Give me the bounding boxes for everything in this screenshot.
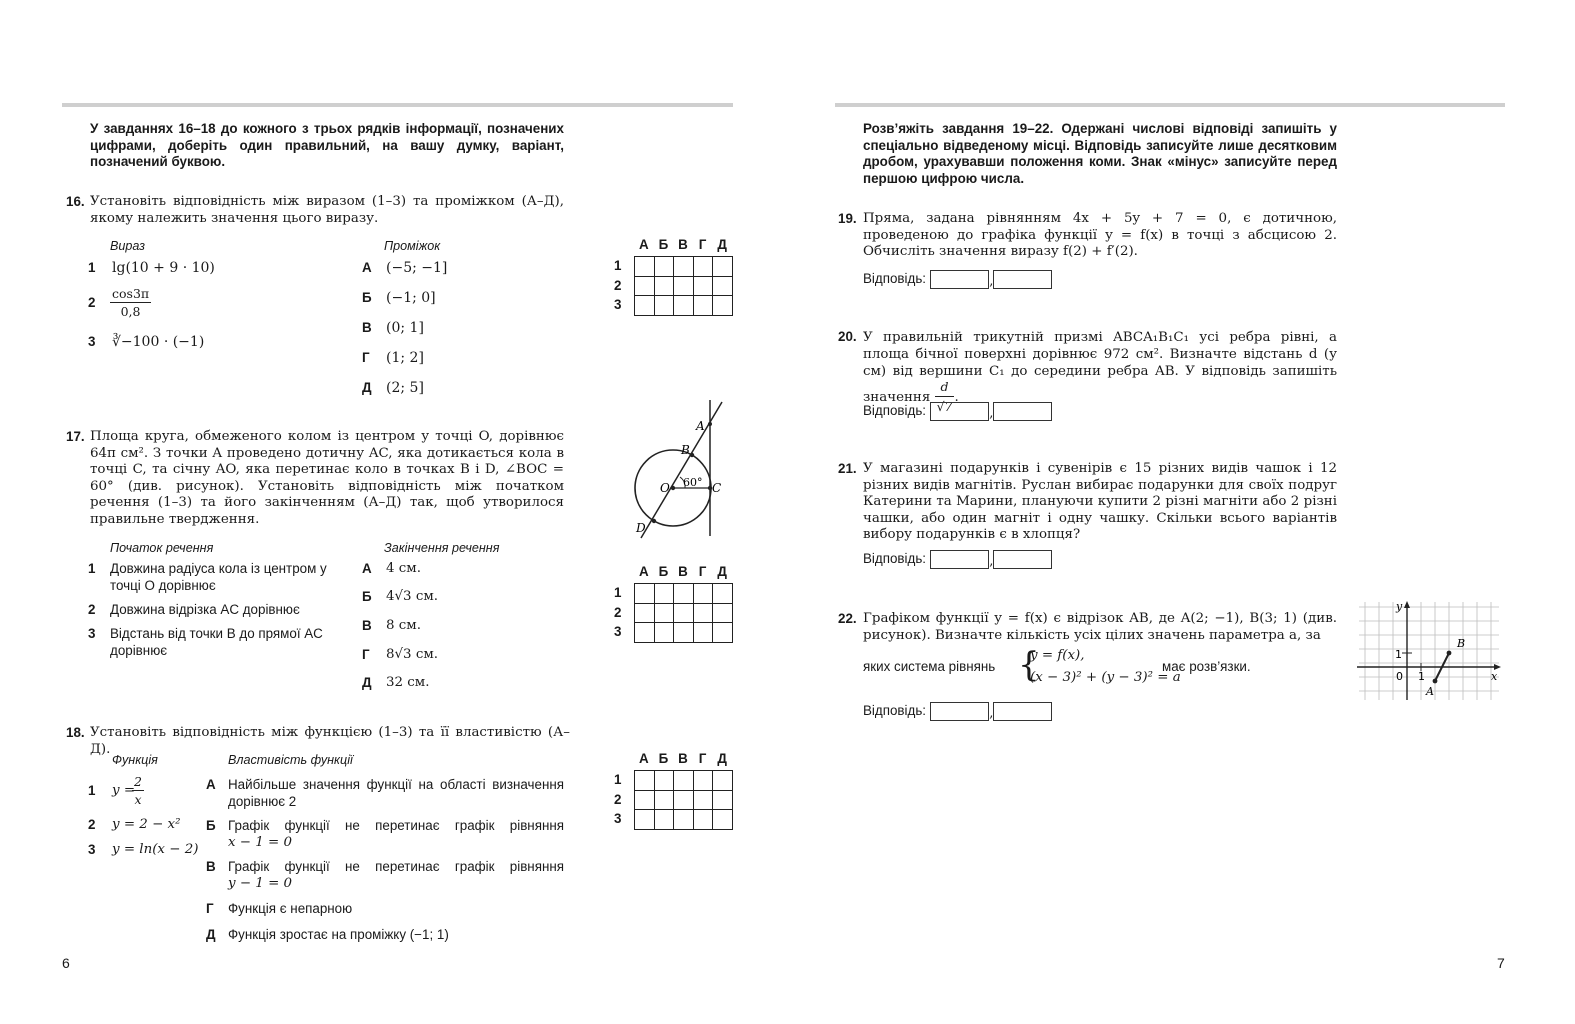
graph-label-b: B [1457, 637, 1466, 650]
q16-option-c-value: (0; 1] [386, 320, 424, 336]
q18-option-d-letter: Г [206, 901, 214, 916]
grid-col-letter: Г [698, 564, 707, 579]
q16-option-b-value: (−1; 0] [386, 290, 436, 306]
q18-item-1-num: 1 [88, 783, 96, 798]
answer-cell[interactable] [654, 810, 674, 830]
q16-item-1-num: 1 [88, 260, 96, 275]
grid-col-letter: Г [698, 751, 707, 766]
answer-cell[interactable] [713, 296, 733, 316]
q17-option-e-value: 32 см. [386, 675, 430, 690]
q17-col2-header: Закінчення речення [384, 541, 500, 555]
q17-option-c-letter: В [362, 618, 372, 633]
answer-cell[interactable] [693, 810, 713, 830]
grid-row-label: 1 [614, 258, 622, 273]
answer-cell[interactable] [713, 276, 733, 296]
answer-cell[interactable] [654, 296, 674, 316]
answer-label: Відповідь: [863, 271, 927, 286]
answer-cell[interactable] [713, 584, 733, 604]
q16-option-c-letter: В [362, 320, 372, 335]
q18-item-2-formula: y = 2 − x² [112, 817, 181, 832]
answer-cell[interactable] [635, 603, 655, 623]
q16-number: 16. [66, 194, 85, 209]
grid-col-letter: Д [717, 564, 727, 579]
grid-row-label: 2 [614, 791, 622, 807]
q20-denominator: √7 [936, 399, 953, 414]
grid-col-letter: В [678, 751, 688, 766]
q16-col1-header: Вираз [110, 239, 145, 253]
q19-answer-fraction-box[interactable] [993, 270, 1052, 289]
point-a [708, 422, 712, 426]
q17-circle-figure [630, 400, 730, 540]
q22-answer-fraction-box[interactable] [993, 702, 1052, 721]
q17-option-a-letter: А [362, 561, 372, 576]
answer-cell[interactable] [635, 276, 655, 296]
label-angle: 60° [683, 476, 703, 489]
q17-item-1-num: 1 [88, 561, 96, 576]
right-page-number: 7 [1497, 955, 1505, 971]
q16-option-b-letter: Б [362, 290, 372, 305]
top-rule-right [835, 103, 1505, 107]
q22-system-eq1: y = f(x), [1030, 648, 1085, 663]
q17-option-c-value: 8 см. [386, 618, 421, 633]
q16-option-d-letter: Г [362, 350, 370, 365]
grid-col-letter: Г [698, 237, 707, 252]
q17-item-3-text: Відстань від точки B до прямої AC дорівнює [110, 626, 323, 658]
grid-col-letter: Б [658, 751, 669, 766]
q22-system-eq2: (x − 3)² + (y − 3)² = a [1030, 670, 1181, 685]
q20-answer-fraction-box[interactable] [993, 402, 1052, 421]
q16-text: Установіть відповідність між виразом (1–3) та проміжком (А–Д), якому належить значення цього виразу. [90, 194, 564, 226]
answer-cell[interactable] [713, 771, 733, 791]
q18-text: Установіть відповідність між функцією (1–3) та її властивістю (А–Д). [90, 725, 570, 757]
answer-cell[interactable] [654, 276, 674, 296]
q22-post-system: має розв’язки. [1162, 659, 1251, 674]
point-d [652, 519, 656, 523]
point-o [671, 486, 675, 490]
grid-col-letter: В [678, 237, 688, 252]
q17-answer-grid[interactable] [634, 583, 733, 643]
right-intro: Розв’яжіть завдання 19–22. Одержані числові відповіді запишіть у спеціально відведеному місці. Відповідь записуйте лише десятковим дробом, урахувавши положення коми. Знак «мінус» записуйте перед першою цифрою числа. [863, 121, 1337, 186]
q18-item-1-fraction [132, 774, 144, 807]
grid-row-label: 3 [614, 297, 622, 312]
q18-option-e-value: Функція зростає на проміжку (−1; 1) [228, 927, 449, 942]
q19-answer [863, 270, 1052, 289]
answer-cell[interactable] [674, 810, 694, 830]
grid-row-label: 1 [614, 772, 622, 787]
answer-cell[interactable] [674, 771, 694, 791]
q21-number: 21. [838, 461, 857, 476]
point-b [690, 453, 694, 457]
q22-answer-integer-box[interactable] [930, 702, 989, 721]
q16-item-2-num: 2 [88, 295, 96, 310]
grid-col-letter: В [678, 564, 688, 579]
q22-system-brace: { [1018, 645, 1040, 685]
answer-cell[interactable] [674, 296, 694, 316]
graph-label-a: A [1426, 685, 1434, 698]
label-d: D [636, 521, 646, 535]
q17-item-2-text: Довжина відрізка AC дорівнює [110, 602, 300, 617]
decimal-comma: , [989, 274, 994, 289]
q21-text: У магазині подарунків і сувенірів є 15 різних видів чашок і 12 різних видів магнітів. Руслан вибирає подарунки для своїх подруг Катерини та Марини, плануючи купити 2 різні магніти або 2 різні чашки, або один магніт і одну чашку. Скільки всього варіантів вибору подарунків є в хлопця? [863, 461, 1337, 543]
answer-cell[interactable] [635, 771, 655, 791]
answer-label: Відповідь: [863, 703, 927, 718]
answer-cell[interactable] [654, 790, 674, 810]
answer-cell[interactable] [713, 623, 733, 643]
q18-option-b-value: Графік функції не перетинає графік рівняння [228, 818, 564, 833]
q18-item-3-num: 3 [88, 842, 96, 857]
q18-option-c-letter: В [206, 859, 216, 874]
q22-answer [863, 702, 1052, 721]
grid-row-label: 2 [614, 604, 622, 620]
answer-cell[interactable] [674, 603, 694, 623]
decimal-comma: , [989, 554, 994, 569]
grid-row-label: 2 [614, 277, 622, 293]
q21-answer-integer-box[interactable] [930, 550, 989, 569]
answer-cell[interactable] [654, 771, 674, 791]
answer-cell[interactable] [713, 603, 733, 623]
grid-col-letter: Б [658, 237, 669, 252]
answer-cell[interactable] [635, 810, 655, 830]
answer-cell[interactable] [693, 296, 713, 316]
q21-answer-fraction-box[interactable] [993, 550, 1052, 569]
q16-item-1-expr: lg(10 + 9 · 10) [112, 260, 215, 276]
q18-option-b-equation: x − 1 = 0 [228, 835, 293, 850]
q17-text: Площа круга, обмеженого колом із центром у точці O, дорівнює 64π см². З точки A проведено дотичну AC, яка дотикається кола в точці C, та січну AO, яка перетинає коло в точках B і D, ∠BOC = 60° (див. рисунок). Установіть відповідність між початком речення (1–3) та його закінченням (А–Д) так, щоб утворилося правильне твердження. [90, 429, 564, 527]
q17-option-b-letter: Б [362, 589, 372, 604]
q18-item-1-lhs: y = [112, 783, 136, 798]
left-page-number: 6 [62, 955, 70, 971]
q18-col1-header: Функція [112, 753, 158, 767]
q22-number: 22. [838, 611, 857, 626]
q21-answer [863, 550, 1052, 569]
answer-cell[interactable] [693, 276, 713, 296]
y-axis-label: y [1396, 600, 1403, 613]
q17-option-e-letter: Д [362, 675, 372, 690]
answer-cell[interactable] [654, 623, 674, 643]
q17-option-d-value: 8√3 см. [386, 647, 438, 662]
q20-text-body: У правильній трикутній призмі ABCA₁B₁C₁ усі ребра рівні, а площа бічної поверхні дорівнює 972 см². Визначте відстань d (у см) від вершини C₁ до середини ребра AB. У відповідь запишіть значення [863, 330, 1337, 405]
decimal-comma: , [989, 406, 994, 421]
answer-cell[interactable] [635, 584, 655, 604]
q20-numerator: d [935, 378, 955, 397]
y-axis-arrow [1404, 601, 1410, 608]
x-axis-label: x [1491, 670, 1498, 683]
q16-option-a-letter: А [362, 260, 372, 275]
answer-cell[interactable] [693, 584, 713, 604]
label-b: B [681, 443, 690, 457]
answer-cell[interactable] [674, 623, 694, 643]
q18-item-1-denominator: x [134, 792, 142, 807]
q19-answer-integer-box[interactable] [930, 270, 989, 289]
q16-item-2-denominator: 0,8 [120, 304, 141, 319]
q18-item-3-formula: y = ln(x − 2) [112, 842, 199, 857]
q18-item-2-num: 2 [88, 817, 96, 832]
answer-cell[interactable] [635, 296, 655, 316]
left-intro: У завданнях 16–18 до кожного з трьох рядків інформації, позначених цифрами, доберіть один правильний, на вашу думку, варіант, позначений буквою. [90, 121, 564, 170]
q16-col2-header: Проміжок [384, 239, 441, 253]
q18-option-e-letter: Д [206, 927, 216, 942]
answer-cell[interactable] [693, 790, 713, 810]
q17-item-2-num: 2 [88, 602, 96, 617]
q18-item-1-numerator: 2 [134, 774, 142, 789]
q17-item-1-text: Довжина радіуса кола із центром у точці O дорівнює [110, 561, 327, 593]
q19-number: 19. [838, 211, 857, 226]
answer-cell[interactable] [635, 623, 655, 643]
answer-cell[interactable] [693, 771, 713, 791]
q18-option-c-equation: y − 1 = 0 [228, 876, 293, 891]
q20-answer-integer-box[interactable] [930, 402, 989, 421]
answer-cell[interactable] [674, 276, 694, 296]
answer-cell[interactable] [674, 257, 694, 277]
answer-cell[interactable] [654, 603, 674, 623]
grid-col-letter: А [638, 237, 649, 252]
answer-cell[interactable] [693, 623, 713, 643]
q16-grid-header [634, 237, 732, 253]
q18-option-b-letter: Б [206, 818, 216, 833]
grid-col-letter: Д [717, 751, 727, 766]
answer-cell[interactable] [674, 584, 694, 604]
label-c: C [712, 481, 722, 495]
q20-number: 20. [838, 329, 857, 344]
q17-item-3-num: 3 [88, 626, 96, 641]
answer-cell[interactable] [713, 257, 733, 277]
q17-grid-rows [614, 583, 621, 642]
label-a: A [696, 419, 705, 433]
q20-text-tail: . [954, 390, 959, 405]
q19-text: Пряма, задана рівнянням 4x + 5y + 7 = 0, є дотичною, проведеною до графіка функції y = f(x) в точці з абсцисою 2. Обчисліть значення виразу f(2) + f′(2). [863, 211, 1337, 260]
graph-point-a [1433, 679, 1438, 684]
grid-col-letter: А [638, 751, 649, 766]
q18-number: 18. [66, 725, 85, 740]
q18-answer-grid[interactable] [634, 770, 733, 830]
q22-pre-system: яких система рівнянь [863, 659, 996, 674]
grid-row-label: 3 [614, 624, 622, 639]
q17-option-b-value: 4√3 см. [386, 589, 438, 604]
q18-option-d-value: Функція є непарною [228, 901, 353, 916]
q16-answer-grid[interactable] [634, 256, 733, 316]
answer-cell[interactable] [635, 790, 655, 810]
grid-col-letter: Д [717, 237, 727, 252]
top-rule-left [62, 103, 733, 107]
grid-row-label: 3 [614, 811, 622, 826]
q17-option-a-value: 4 см. [386, 561, 421, 576]
q22-graph [1355, 598, 1503, 702]
q18-col2-header: Властивість функції [228, 753, 353, 767]
answer-cell[interactable] [693, 257, 713, 277]
answer-cell[interactable] [654, 257, 674, 277]
label-o: O [660, 481, 670, 495]
q16-item-2-numerator: cos3π [112, 286, 150, 301]
q17-col1-header: Початок речення [110, 541, 214, 555]
q20-answer [863, 402, 1052, 421]
q16-grid-rows [614, 256, 621, 315]
y-one-label: 1 [1395, 648, 1402, 661]
grid-row-label: 1 [614, 585, 622, 600]
q16-item-2-fraction [110, 286, 151, 319]
grid-col-letter: А [638, 564, 649, 579]
decimal-comma: , [989, 706, 994, 721]
grid-col-letter: Б [658, 564, 669, 579]
answer-cell[interactable] [635, 257, 655, 277]
graph-point-b [1447, 651, 1452, 656]
origin-label: 0 [1396, 670, 1403, 683]
q18-grid-header [634, 751, 732, 767]
q18-grid-rows [614, 770, 621, 829]
q17-number: 17. [66, 429, 85, 444]
q18-option-a-letter: А [206, 777, 216, 792]
q16-item-3-expr: ∛−100 · (−1) [112, 334, 205, 350]
q18-option-a-value: Найбільше значення функції на області визначення дорівнює 2 [228, 777, 564, 809]
answer-label: Відповідь: [863, 403, 927, 418]
q16-option-a-value: (−5; −1] [386, 260, 448, 276]
answer-cell[interactable] [713, 810, 733, 830]
q17-option-d-letter: Г [362, 647, 370, 662]
answer-cell[interactable] [693, 603, 713, 623]
x-one-label: 1 [1418, 670, 1425, 683]
q18-option-c-value: Графік функції не перетинає графік рівняння [228, 859, 564, 874]
q16-option-e-value: (2; 5] [386, 380, 424, 396]
q16-option-d-value: (1; 2] [386, 350, 424, 366]
q22-text: Графіком функції y = f(x) є відрізок AB, де A(2; −1), B(3; 1) (див. рисунок). Визначте кількість усіх цілих значень параметра a, за [863, 611, 1337, 643]
answer-cell[interactable] [713, 790, 733, 810]
answer-cell[interactable] [654, 584, 674, 604]
answer-label: Відповідь: [863, 551, 927, 566]
q17-grid-header [634, 564, 732, 580]
q16-option-e-letter: Д [362, 380, 372, 395]
answer-cell[interactable] [674, 790, 694, 810]
q16-item-3-num: 3 [88, 334, 96, 349]
